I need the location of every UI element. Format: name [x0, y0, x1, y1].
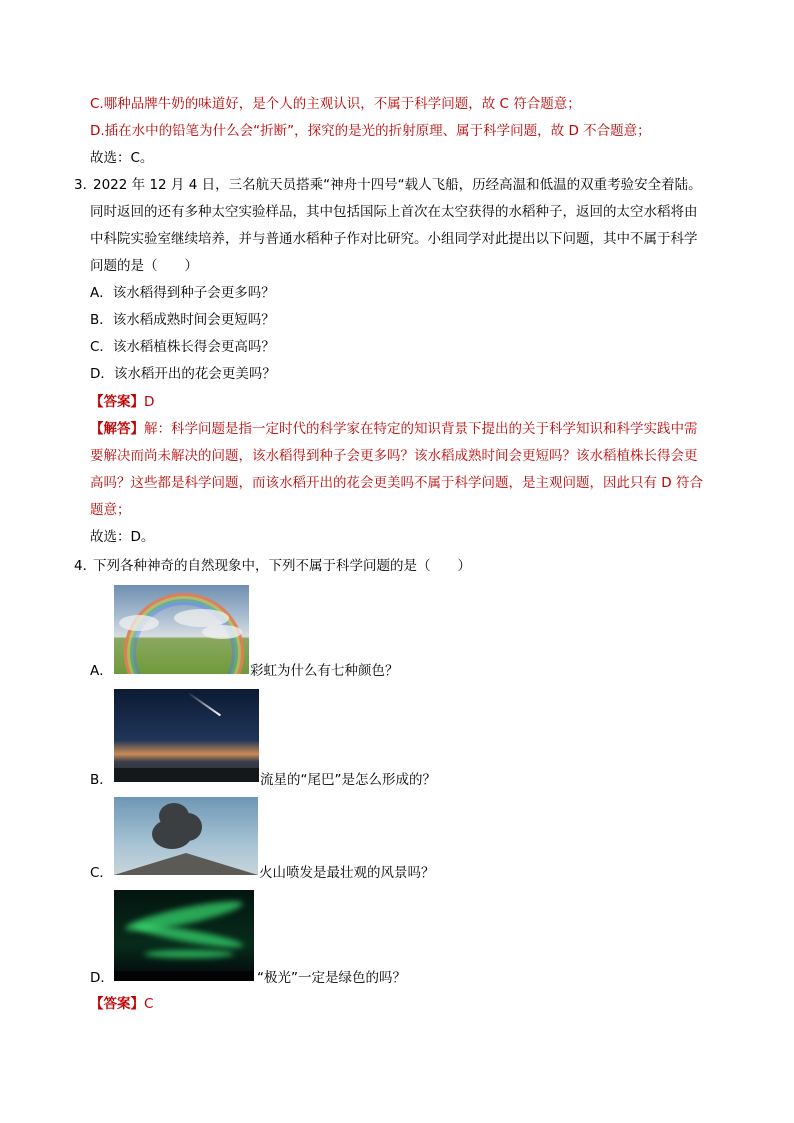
cloud-shape: [119, 615, 159, 631]
treeline: [114, 768, 259, 782]
question-4-option-d-letter: D．: [90, 970, 114, 986]
ground-silhouette: [114, 971, 254, 981]
prev-conclusion: 故选：C。: [90, 150, 154, 166]
meteor-photo: [114, 689, 259, 782]
answer-tag: 【答案】: [90, 996, 144, 1012]
question-4-option-b-text: 流星的“尾巴”是怎么形成的？: [260, 772, 436, 788]
question-3-analysis-line: [90, 420, 698, 438]
question-3-option-a: A．该水稻得到种子会更多吗？: [90, 285, 275, 301]
answer-value: C: [144, 996, 154, 1012]
analysis-tag: 【解答】: [90, 421, 144, 437]
question-3-option-d: D．该水稻开出的花会更美吗？: [90, 366, 276, 382]
answer-value: D: [144, 394, 155, 410]
aurora-band: [144, 950, 234, 958]
question-3-analysis-line: 高吗？这些都是科学问题，而该水稻开出的花会更美吗不属于科学问题，是主观问题，因此只有 D 符合: [90, 475, 703, 491]
question-3-analysis-line: 题意；: [90, 502, 131, 518]
aurora-band: [134, 921, 244, 952]
question-3-stem-line: 中科院实验室继续培养，并与普通水稻种子作对比研究。小组同学对此提出以下问题，其中不属于科学: [90, 231, 698, 247]
question-3-option-b: B．该水稻成熟时间会更短吗？: [90, 312, 275, 328]
question-3-conclusion: 故选：D。: [90, 529, 155, 545]
question-3-number: 3．: [74, 177, 97, 193]
cloud-shape: [202, 625, 242, 639]
prev-analysis-d: D.插在水中的铅笔为什么会“折断”，探究的是光的折射原理、属于科学问题，故 D 不合题意；: [90, 123, 651, 139]
meteor-streak: [187, 692, 221, 717]
question-3-answer: [90, 393, 154, 411]
question-3-stem-line: 2022 年 12 月 4 日，三名航天员搭乘“神舟十四号“载人飞船，历经高温和低温的双重考验安全着陆。: [93, 177, 702, 193]
question-4-option-c-text: 火山喷发是最壮观的风景吗？: [259, 865, 435, 881]
question-3-stem-line: 同时返回的还有多种太空实验样品，其中包括国际上首次在太空获得的水稻种子，返回的太空水稻将由: [90, 204, 698, 220]
question-4-number: 4．: [74, 558, 97, 574]
answer-tag: 【答案】: [90, 394, 144, 410]
ash-plume: [174, 813, 202, 841]
question-4-option-d-text: “极光”一定是绿色的吗？: [257, 970, 406, 986]
question-4-option-b-letter: B．: [90, 772, 113, 788]
volcano-mountain: [114, 853, 258, 875]
volcano-photo: [114, 797, 258, 875]
question-4-option-c-letter: C．: [90, 865, 113, 881]
question-3-option-c: C．该水稻植株长得会更高吗？: [90, 339, 275, 355]
prev-analysis-c: C.哪种品牌牛奶的味道好，是个人的主观认识，不属于科学问题，故 C 符合题意；: [90, 96, 581, 112]
question-4-stem: 下列各种神奇的自然现象中，下列不属于科学问题的是（ ）: [93, 558, 471, 574]
question-4-option-a-letter: A．: [90, 663, 113, 679]
question-3-stem-line: 问题的是（ ）: [90, 258, 198, 274]
question-3-analysis-line: 要解决而尚未解决的问题，该水稻得到种子会更多吗？该水稻成熟时间会更短吗？该水稻植株长得会更: [90, 448, 698, 464]
question-4-answer: [90, 995, 153, 1013]
analysis-text: 解：科学问题是指一定时代的科学家在特定的知识背景下提出的关于科学知识和科学实践中需: [144, 421, 698, 437]
rainbow-photo: [114, 585, 249, 674]
question-4-option-a-text: 彩虹为什么有七种颜色？: [250, 663, 399, 679]
aurora-photo: [114, 890, 254, 981]
